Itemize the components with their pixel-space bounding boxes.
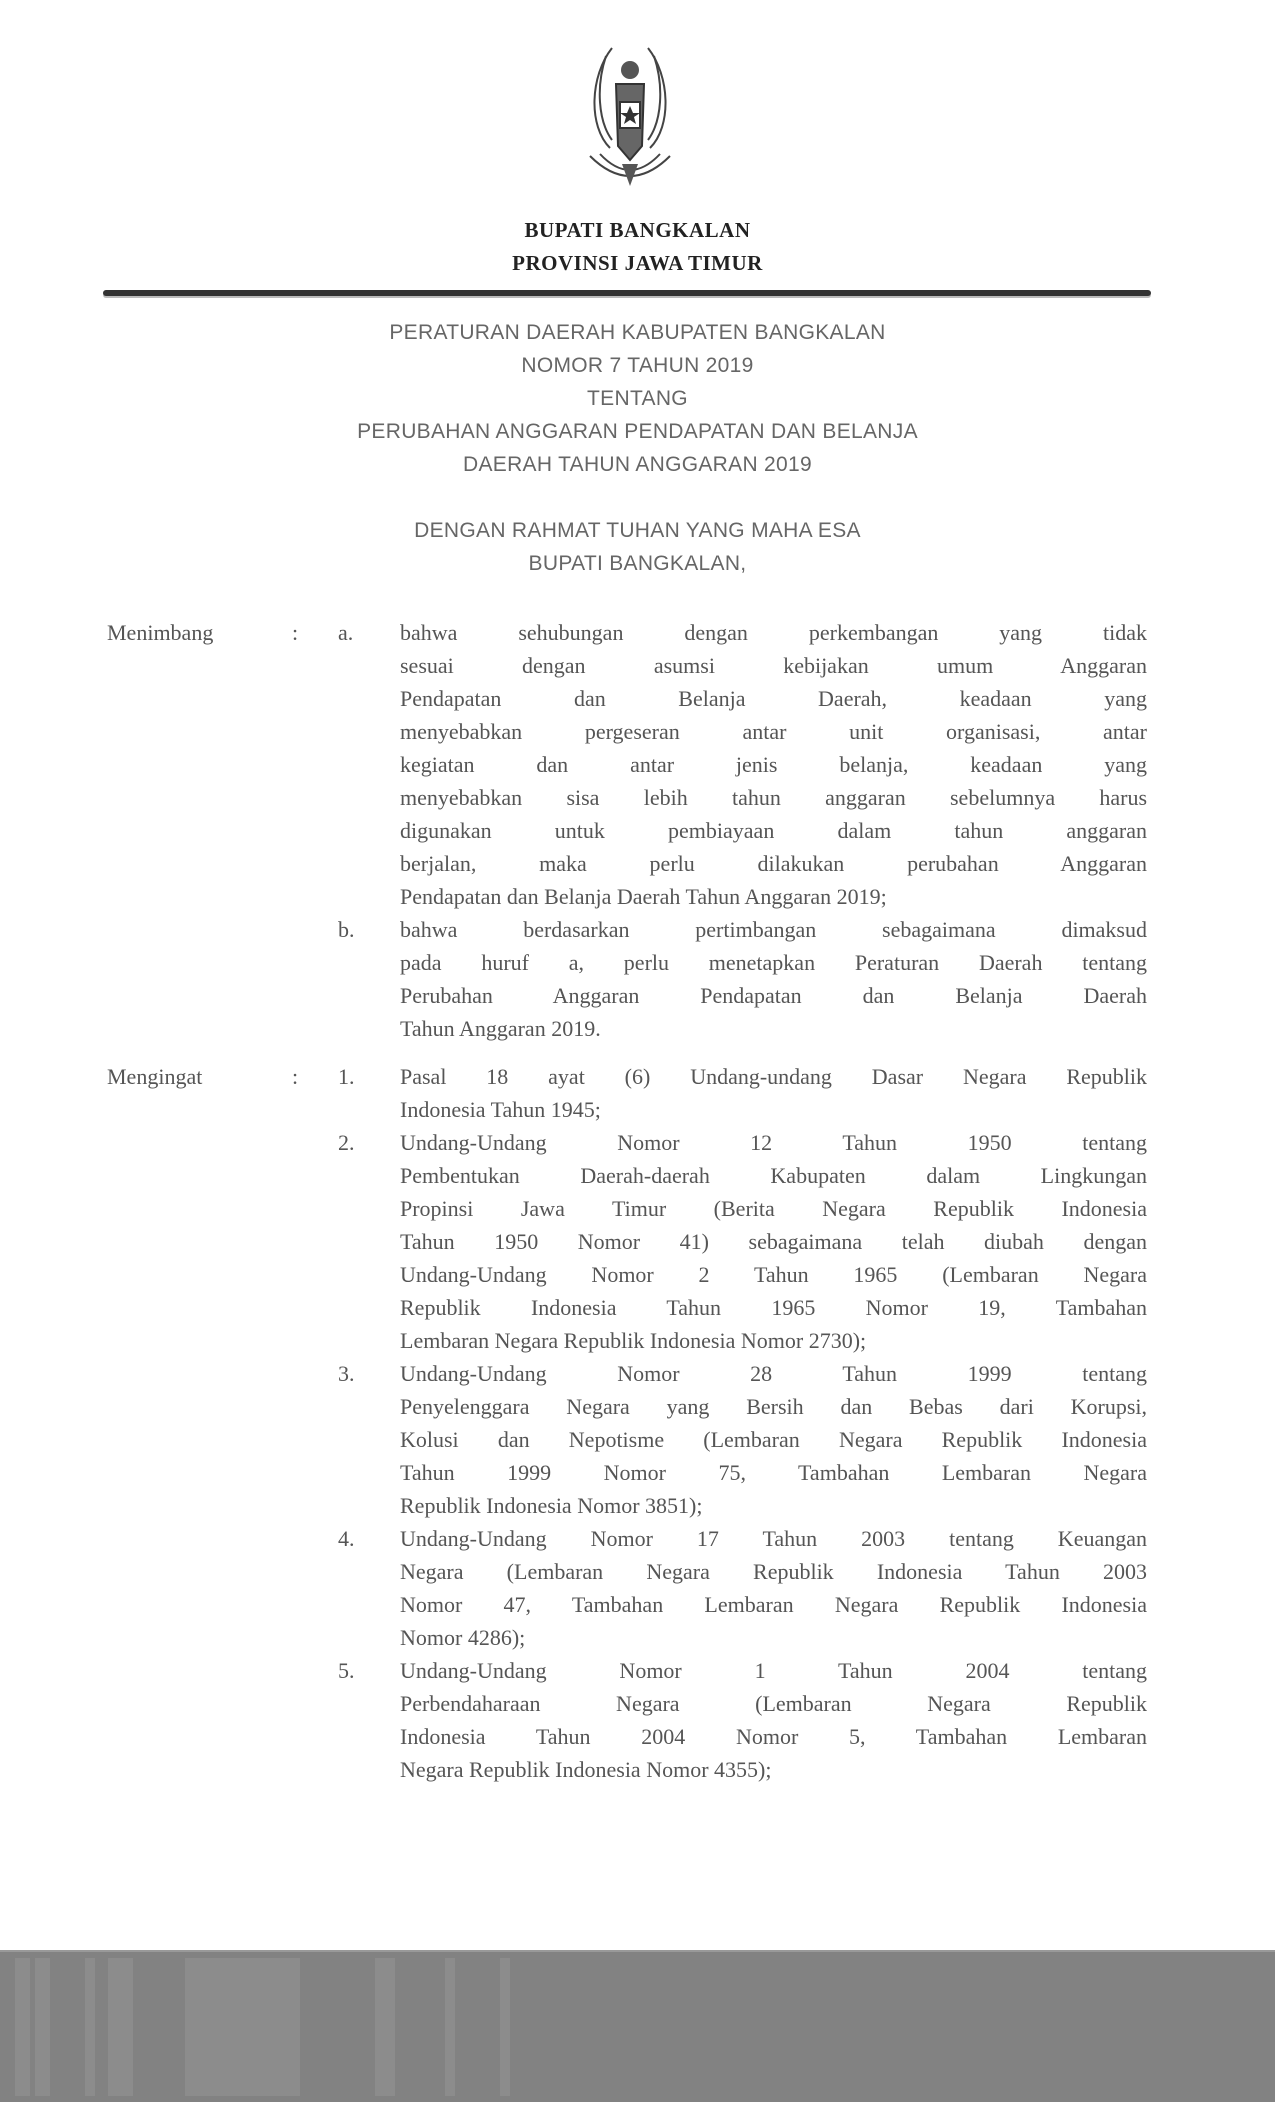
- text-line: Penyelenggara Negara yang Bersih dan Bebas dari Korupsi,: [400, 1394, 1147, 1419]
- item-marker: 3.: [338, 1361, 355, 1386]
- title-line: PERATURAN DAERAH KABUPATEN BANGKALAN: [389, 321, 886, 344]
- item-text: [400, 1060, 1147, 1126]
- item-text: [400, 1357, 1147, 1522]
- item-marker: a.: [338, 620, 354, 645]
- item-text: [400, 1522, 1147, 1654]
- item-marker: 4.: [338, 1526, 355, 1551]
- text-line: Tahun 1950 Nomor 41) sebagaimana telah diubah dengan: [400, 1229, 1147, 1254]
- text-line: Nomor 47, Tambahan Lembaran Negara Republik Indonesia: [400, 1592, 1147, 1617]
- text-line: Undang-Undang Nomor 28 Tahun 1999 tentang: [400, 1361, 1147, 1386]
- text-line: kegiatan dan antar jenis belanja, keadaan yang: [400, 752, 1147, 777]
- item-marker: 5.: [338, 1658, 355, 1683]
- mengingat-section: [0, 1060, 1275, 1786]
- list-item: [0, 1060, 1275, 1126]
- item-text: [400, 616, 1147, 913]
- item-marker: 2.: [338, 1130, 355, 1155]
- text-line: Tahun Anggaran 2019.: [400, 1016, 601, 1041]
- document-title: [0, 316, 1275, 481]
- list-item: [0, 1357, 1275, 1522]
- text-line: Propinsi Jawa Timur (Berita Negara Republik Indonesia: [400, 1196, 1147, 1221]
- text-line: Pasal 18 ayat (6) Undang-undang Dasar Negara Republik: [400, 1064, 1147, 1089]
- item-text: [400, 913, 1147, 1045]
- menimbang-label: Menimbang: [107, 620, 214, 645]
- text-line: Undang-Undang Nomor 12 Tahun 1950 tentang: [400, 1130, 1147, 1155]
- title-line: TENTANG: [587, 387, 688, 410]
- text-line: menyebabkan pergeseran antar unit organisasi, antar: [400, 719, 1147, 744]
- text-line: Pembentukan Daerah-daerah Kabupaten dalam Lingkungan: [400, 1163, 1147, 1188]
- preamble: [0, 514, 1275, 580]
- text-line: Pendapatan dan Belanja Daerah, keadaan yang: [400, 686, 1147, 711]
- text-line: menyebabkan sisa lebih tahun anggaran sebelumnya harus: [400, 785, 1147, 810]
- text-line: Nomor 4286);: [400, 1625, 526, 1650]
- text-line: pada huruf a, perlu menetapkan Peraturan Daerah tentang: [400, 950, 1147, 975]
- text-line: Indonesia Tahun 1945;: [400, 1097, 601, 1122]
- text-line: Negara (Lembaran Negara Republik Indonesia Tahun 2003: [400, 1559, 1147, 1584]
- text-line: Kolusi dan Nepotisme (Lembaran Negara Republik Indonesia: [400, 1427, 1147, 1452]
- list-item: [0, 1522, 1275, 1654]
- item-marker: b.: [338, 917, 355, 942]
- item-text: [400, 1126, 1147, 1357]
- text-line: bahwa sehubungan dengan perkembangan yang tidak: [400, 620, 1147, 645]
- header-line1: BUPATI BANGKALAN: [524, 218, 751, 242]
- text-line: sesuai dengan asumsi kebijakan umum Anggaran: [400, 653, 1147, 678]
- text-line: digunakan untuk pembiayaan dalam tahun anggaran: [400, 818, 1147, 843]
- list-item: [0, 1654, 1275, 1786]
- title-line: PERUBAHAN ANGGARAN PENDAPATAN DAN BELANJA: [357, 420, 918, 443]
- list-item: [0, 913, 1275, 1045]
- text-line: Republik Indonesia Tahun 1965 Nomor 19, Tambahan: [400, 1295, 1147, 1320]
- text-line: Negara Republik Indonesia Nomor 4355);: [400, 1757, 772, 1782]
- menimbang-section: [0, 616, 1275, 1045]
- mengingat-label: Mengingat: [107, 1064, 203, 1089]
- garuda-emblem-icon: [550, 36, 710, 196]
- text-line: berjalan, maka perlu dilakukan perubahan Anggaran: [400, 851, 1147, 876]
- header-line2: PROVINSI JAWA TIMUR: [512, 251, 763, 275]
- list-item: [0, 616, 1275, 913]
- preamble-line: DENGAN RAHMAT TUHAN YANG MAHA ESA: [414, 519, 861, 542]
- colon: :: [292, 1064, 299, 1089]
- title-line: DAERAH TAHUN ANGGARAN 2019: [463, 453, 812, 476]
- text-line: Republik Indonesia Nomor 3851);: [400, 1493, 703, 1518]
- list-item: [0, 1126, 1275, 1357]
- text-line: Undang-Undang Nomor 17 Tahun 2003 tentang Keuangan: [400, 1526, 1147, 1551]
- text-line: Perbendaharaan Negara (Lembaran Negara Republik: [400, 1691, 1147, 1716]
- item-text: [400, 1654, 1147, 1786]
- item-marker: 1.: [338, 1064, 355, 1089]
- title-line: NOMOR 7 TAHUN 2019: [521, 354, 754, 377]
- text-line: Pendapatan dan Belanja Daerah Tahun Anggaran 2019;: [400, 884, 887, 909]
- scan-bottom-band: [0, 1950, 1275, 2102]
- text-line: Indonesia Tahun 2004 Nomor 5, Tambahan Lembaran: [400, 1724, 1147, 1749]
- colon: :: [292, 620, 299, 645]
- text-line: Lembaran Negara Republik Indonesia Nomor 2730);: [400, 1328, 867, 1353]
- text-line: Undang-Undang Nomor 2 Tahun 1965 (Lembaran Negara: [400, 1262, 1147, 1287]
- text-line: Tahun 1999 Nomor 75, Tambahan Lembaran Negara: [400, 1460, 1147, 1485]
- header-divider: [103, 290, 1151, 296]
- text-line: Perubahan Anggaran Pendapatan dan Belanja Daerah: [400, 983, 1147, 1008]
- text-line: bahwa berdasarkan pertimbangan sebagaimana dimaksud: [400, 917, 1147, 942]
- preamble-line: BUPATI BANGKALAN,: [528, 552, 747, 575]
- text-line: Undang-Undang Nomor 1 Tahun 2004 tentang: [400, 1658, 1147, 1683]
